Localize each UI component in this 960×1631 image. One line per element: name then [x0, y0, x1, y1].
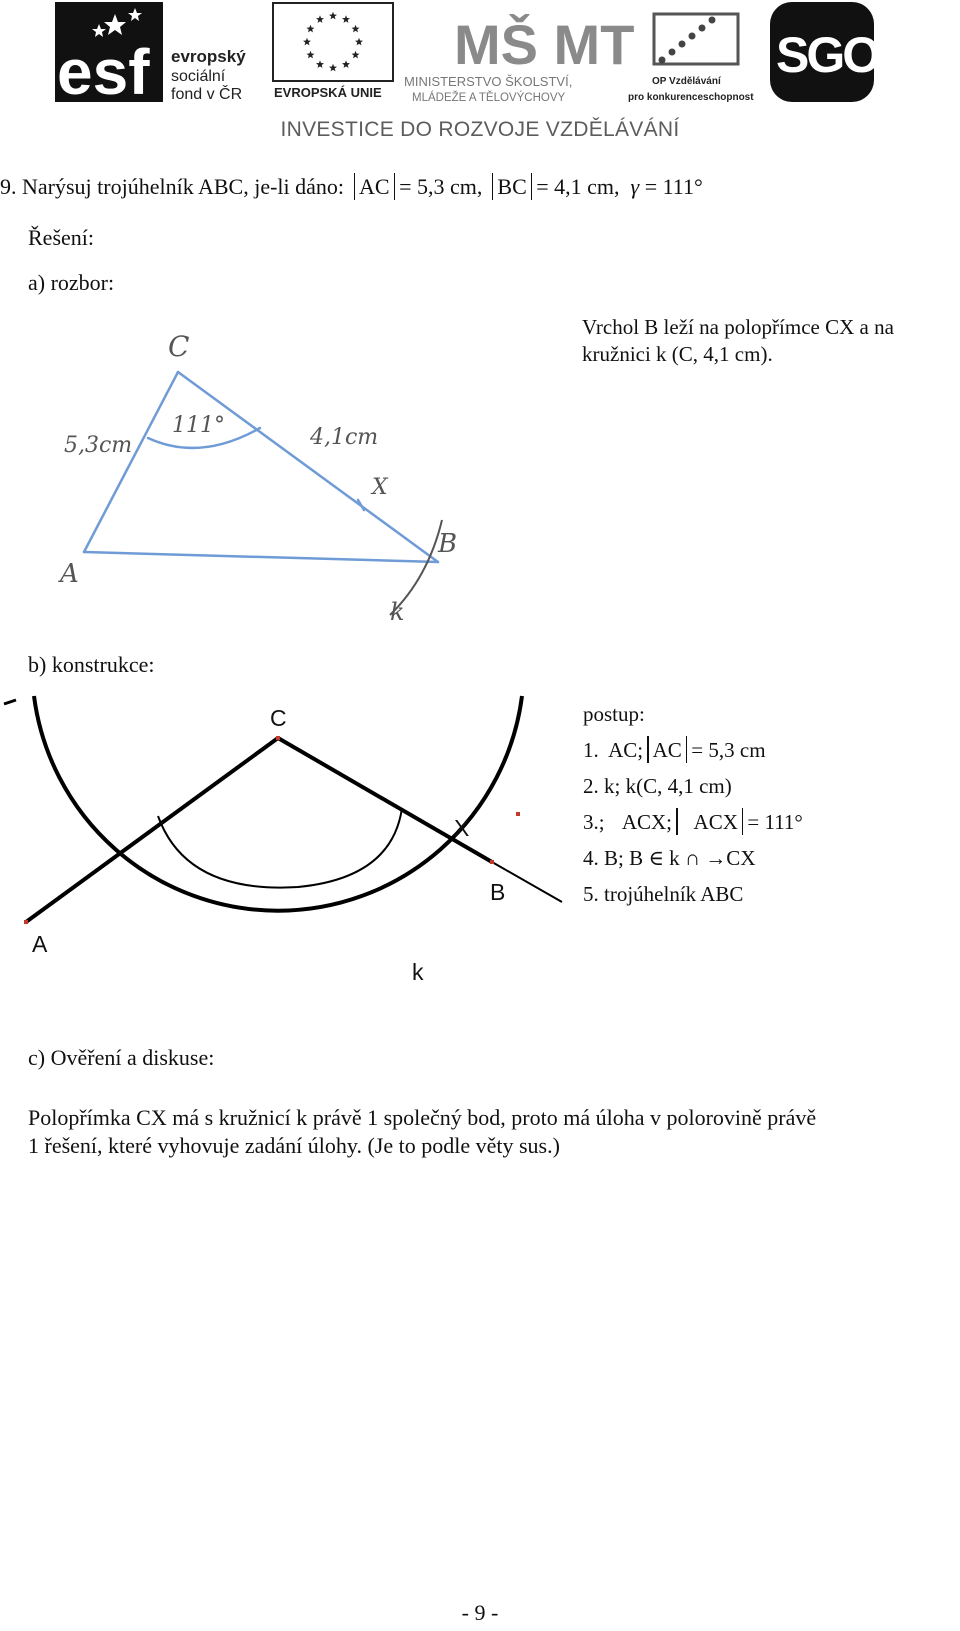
point-a: [24, 920, 28, 924]
eu-caption: EVROPSKÁ UNIE: [274, 85, 382, 100]
solution-heading: Řešení:: [28, 225, 94, 250]
step1-segment: AC;: [608, 738, 644, 762]
msmt-line2: MLÁDEŽE A TĚLOVÝCHOVY: [412, 92, 566, 104]
sketch-side-cb: [178, 372, 438, 562]
procedure-step-4: 4. B; B ∈ k ∩ →CX: [583, 846, 756, 870]
sgo-mark: SGO: [776, 27, 879, 83]
sgo-logo: [770, 2, 922, 102]
eu-flag-logo: [272, 2, 396, 100]
label-a: A: [32, 931, 48, 957]
analysis-note: [582, 314, 894, 368]
invest-heading: INVESTICE DO ROZVOJE VZDĚLÁVÁNÍ: [280, 118, 680, 141]
sketch-side-ab: [84, 552, 438, 562]
esf-mark: esf: [57, 36, 150, 108]
step3-angle-label: ACX: [693, 810, 738, 834]
label-x: X: [454, 815, 470, 841]
task-intro: 9. Narýsuj trojúhelník ABC, je-li dáno:: [0, 174, 345, 199]
abs-bar: [354, 173, 356, 200]
angle-arc: [158, 808, 402, 888]
task-gamma-value: = 111°: [644, 174, 703, 199]
procedure: [583, 696, 803, 912]
sketch-side-ac: [84, 372, 178, 552]
esf-line2: sociální: [171, 68, 226, 85]
esf-line1: evropský: [171, 47, 246, 66]
construction-figure: [0, 690, 560, 1020]
discussion: [28, 1104, 816, 1160]
abs-bar: [492, 173, 494, 200]
label-c: C: [270, 705, 287, 731]
step3-prefix: 3.;: [583, 810, 605, 834]
analysis-note-line2: kružnici k (C, 4,1 cm).: [582, 342, 773, 366]
op-line1: OP Vzdělávání: [652, 76, 721, 87]
procedure-step-5: 5. trojúhelník ABC: [583, 882, 744, 906]
label-b: B: [490, 879, 506, 905]
procedure-step-1: [583, 732, 803, 768]
procedure-step-3: [583, 804, 803, 840]
label-k: k: [412, 959, 424, 985]
sketch-label-a: A: [60, 559, 79, 589]
task-gamma: γ: [630, 174, 640, 199]
segment-cb: [278, 738, 492, 862]
task-bc-label: BC: [497, 174, 527, 199]
point-c: [276, 736, 280, 740]
task-bc-value: = 4,1 cm,: [536, 174, 620, 199]
sketch-label-x: X: [372, 475, 388, 500]
discussion-line1: Polopřímka CX má s kružnicí k právě 1 společný bod, proto má úloha v polorovině právě: [28, 1105, 817, 1130]
abs-bar: [742, 808, 744, 835]
step1-length-label: AC: [652, 738, 682, 762]
sketch-label-b: B: [438, 529, 458, 559]
msmt-mark: MŠ MT: [454, 13, 635, 76]
point-marker: [516, 812, 520, 816]
sketch-label-k: k: [390, 598, 405, 626]
task-ac-label: AC: [359, 174, 390, 199]
discussion-line2: 1 řešení, které vyhovuje zadání úlohy. (Je to podle věty sus.): [28, 1133, 560, 1158]
msmt-line1: MINISTERSTVO ŠKOLSTVÍ,: [404, 74, 573, 89]
verification-heading: c) Ověření a diskuse:: [28, 1045, 215, 1070]
sketch-label-angle: 111°: [172, 413, 225, 438]
sketch-label-c: C: [168, 330, 190, 363]
point-b: [490, 860, 494, 864]
step1-prefix: 1.: [583, 738, 599, 762]
analysis-note-line1: Vrchol B leží na polopřímce CX a na: [582, 315, 894, 339]
abs-bar: [676, 808, 678, 835]
esf-logo: [55, 2, 265, 108]
sketch-label-ac: 5,3cm: [64, 433, 133, 458]
op-line2: pro konkurenceschopnost: [628, 92, 754, 103]
ray-ca: [26, 738, 278, 922]
esf-line3: fond v ČR: [171, 86, 243, 103]
construction-heading: b) konstrukce:: [28, 652, 155, 677]
task-statement: [0, 173, 703, 200]
edge-tick: [4, 700, 16, 704]
abs-bar: [531, 173, 533, 200]
analysis-sketch: [60, 320, 500, 640]
sketch-label-bc: 4,1cm: [310, 425, 379, 450]
procedure-heading: postup:: [583, 702, 645, 726]
analysis-heading: a) rozbor:: [28, 270, 115, 295]
step1-length-value: = 5,3 cm: [691, 738, 766, 762]
procedure-step-2: 2. k; k(C, 4,1 cm): [583, 774, 732, 798]
abs-bar: [647, 736, 649, 763]
task-ac-value: = 5,3 cm,: [399, 174, 483, 199]
msmt-logo: [404, 2, 635, 104]
step3-angle: ACX;: [621, 810, 673, 834]
abs-bar: [394, 173, 396, 200]
step3-angle-value: = 111°: [747, 810, 803, 834]
abs-bar: [686, 736, 688, 763]
op-vzdelavani-logo: [628, 8, 764, 104]
page-number: - 9 -: [461, 1600, 499, 1625]
